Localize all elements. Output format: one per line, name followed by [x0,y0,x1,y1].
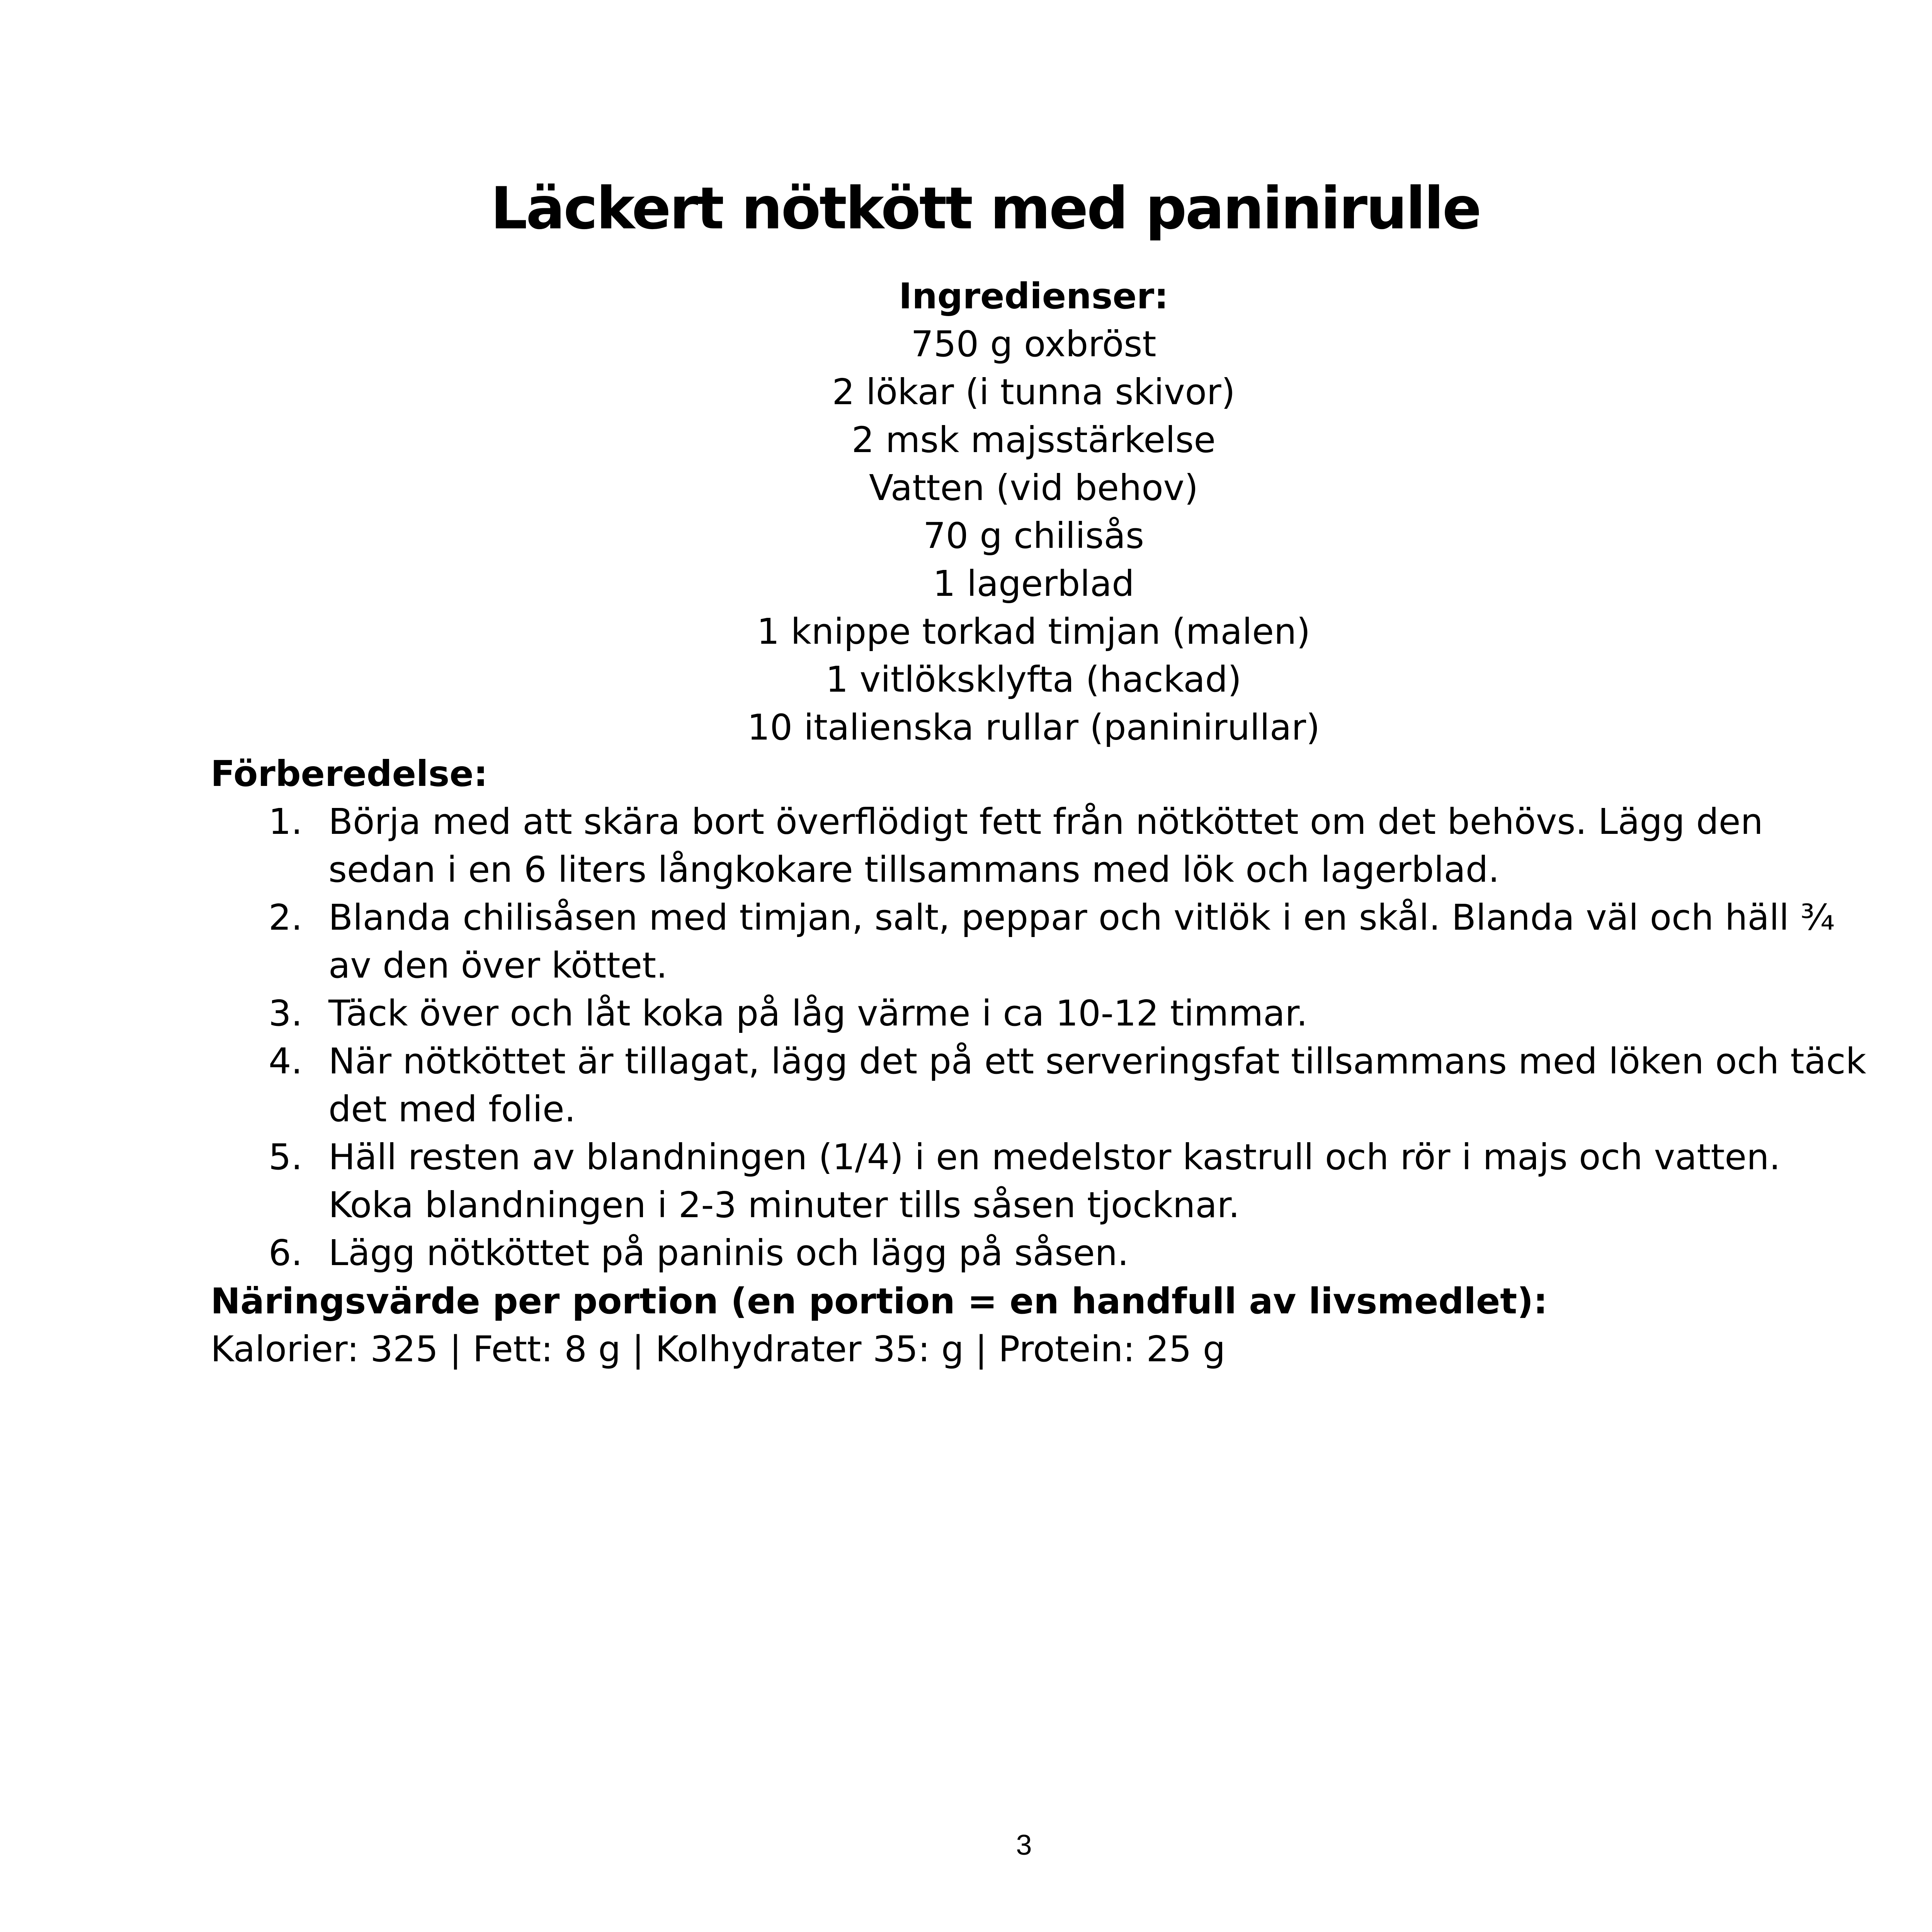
step-text: Lägg nötköttet på paninis och lägg på såsen. [328,1232,1129,1274]
ingredient-item: 10 italienska rullar (paninirullar) [747,707,1320,748]
nutrition-values: Kalorier: 325 | Fett: 8 g | Kolhydrater 35: g | Protein: 25 g [211,1328,1226,1370]
ingredient-item: 1 lagerblad [933,563,1134,604]
preparation-step [211,1133,1872,1229]
step-text: När nötköttet är tillagat, lägg det på ett serveringsfat tillsammans med löken och täck det med folie. [328,1041,1866,1130]
step-number: 6. [269,1232,303,1274]
step-text: Börja med att skära bort överflödigt fett från nötköttet om det behövs. Lägg den sedan i en 6 liters långkokare tillsammans med lök och lagerblad. [328,801,1763,890]
ingredient-item: 70 g chilisås [923,515,1144,556]
preparation-step [211,1037,1872,1133]
ingredients-section [48,272,1932,752]
step-text: Täck över och låt koka på låg värme i ca 10-12 timmar. [328,993,1308,1034]
ingredient-item: 2 msk majsstärkelse [851,419,1216,461]
step-text: Häll resten av blandningen (1/4) i en medelstor kastrull och rör i majs och vatten. Koka blandningen i 2-3 minuter tills såsen tjocknar. [328,1136,1781,1226]
step-number: 1. [269,801,303,842]
ingredient-item: 2 lökar (i tunna skivor) [832,371,1235,413]
preparation-step [211,894,1872,990]
preparation-steps [211,798,1872,1277]
step-number: 4. [269,1041,303,1082]
nutrition-heading: Näringsvärde per portion (en portion = en handfull av livsmedlet): [211,1281,1548,1322]
preparation-heading: Förberedelse: [211,753,488,794]
step-number: 5. [269,1136,303,1178]
ingredient-item: 750 g oxbröst [911,323,1156,365]
step-number: 2. [269,897,303,938]
recipe-title: Läckert nötkött med paninirulle [490,175,1480,242]
ingredient-item: Vatten (vid behov) [869,467,1198,509]
ingredient-item: 1 knippe torkad timjan (malen) [757,611,1311,652]
ingredients-heading: Ingredienser: [899,276,1168,317]
step-number: 3. [269,993,303,1034]
step-text: Blanda chilisåsen med timjan, salt, peppar och vitlök i en skål. Blanda väl och häll ¾ av den över köttet. [328,897,1835,986]
ingredient-item: 1 vitlöksklyfta (hackad) [825,659,1242,700]
page-number: 3 [1016,1829,1032,1861]
preparation-step [211,798,1872,894]
preparation-step [211,990,1872,1037]
preparation-step [211,1229,1872,1277]
